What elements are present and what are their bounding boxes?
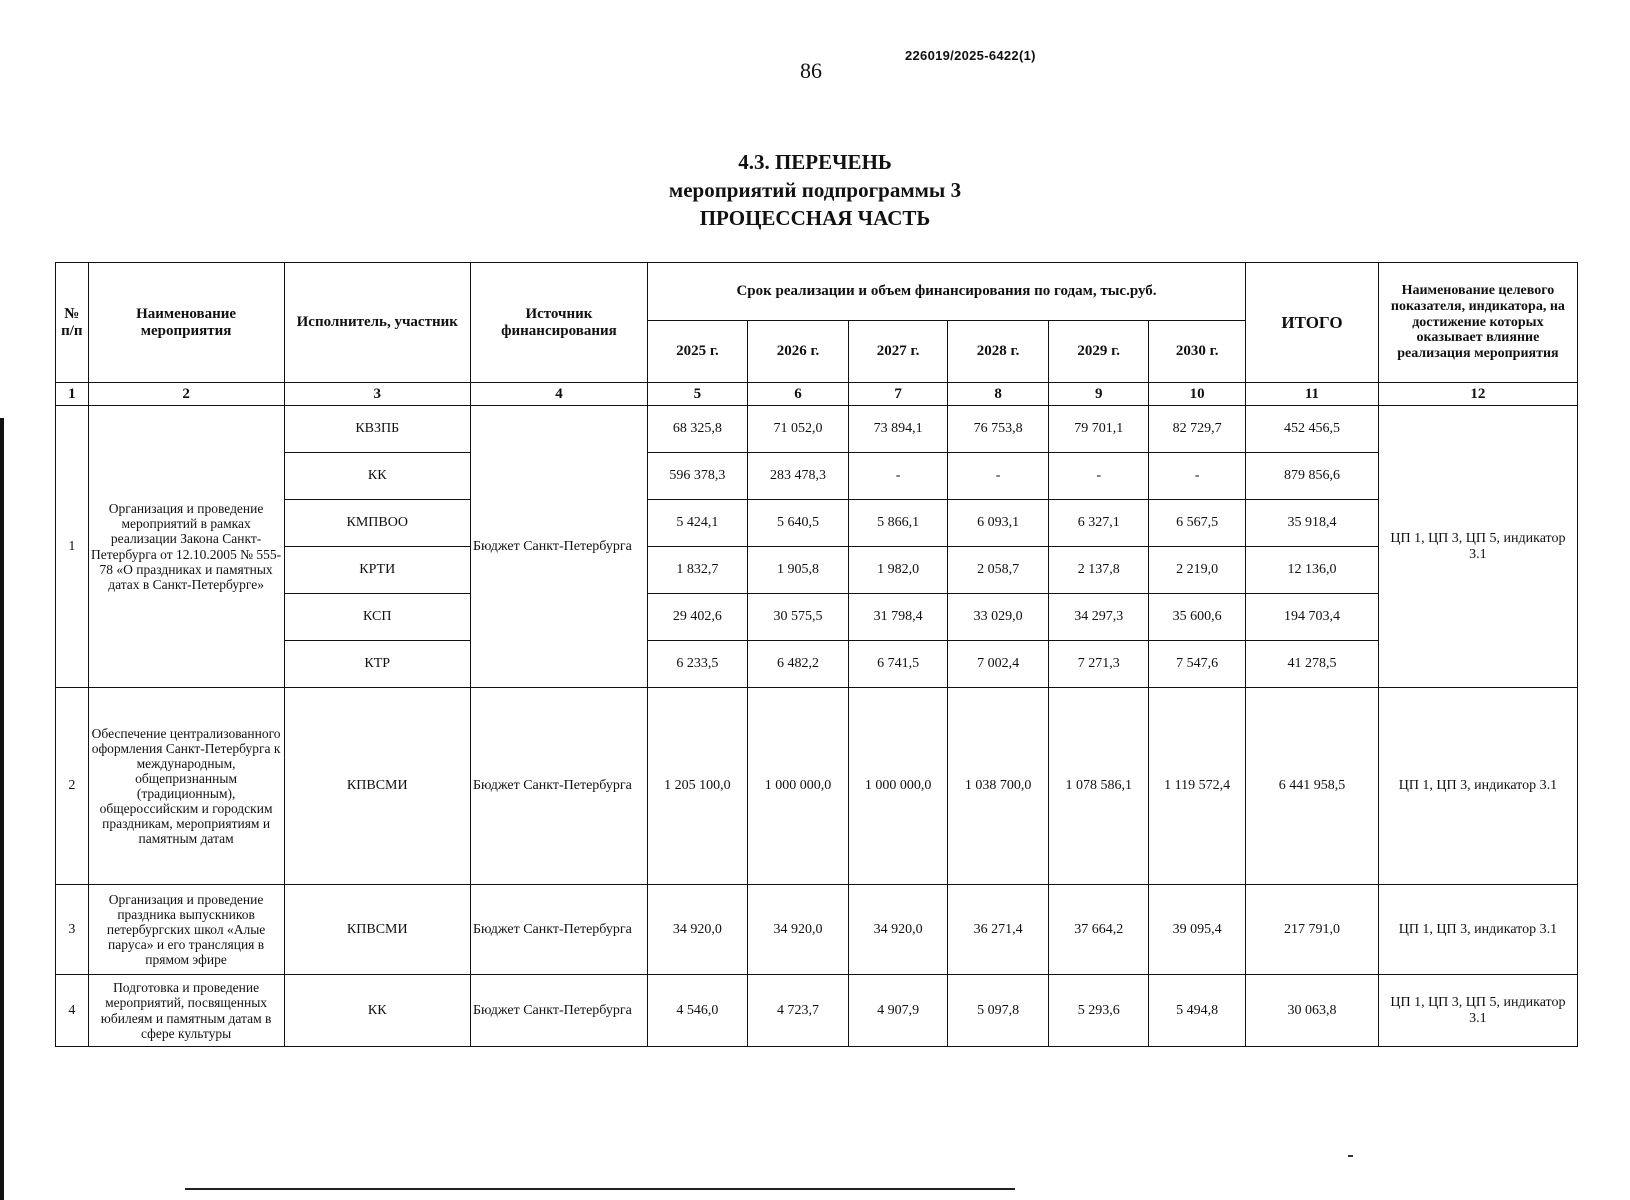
total-cell: 12 136,0: [1246, 547, 1379, 594]
measure-name: Организация и проведение мероприятий в рамках реализации Закона Санкт-Петербурга от 12.10.2005 № 555-78 «О праздниках и памятных датах в Санкт-Петербурге»: [88, 406, 284, 688]
document-title: [0, 148, 1630, 232]
value-cell: 30 575,5: [747, 594, 848, 641]
value-cell: 1 000 000,0: [747, 688, 848, 885]
executor: КК: [284, 453, 470, 500]
value-cell: 6 327,1: [1049, 500, 1149, 547]
funding-source: Бюджет Санкт-Петербурга: [470, 406, 647, 688]
value-cell: 4 546,0: [647, 975, 747, 1047]
funding-source: Бюджет Санкт-Петербурга: [470, 885, 647, 975]
value-cell: 2 137,8: [1049, 547, 1149, 594]
value-cell: 76 753,8: [948, 406, 1049, 453]
total-cell: 452 456,5: [1246, 406, 1379, 453]
funding-source: Бюджет Санкт-Петербурга: [470, 975, 647, 1047]
value-cell: 596 378,3: [647, 453, 747, 500]
value-cell: 73 894,1: [849, 406, 948, 453]
value-cell: 34 920,0: [849, 885, 948, 975]
total-cell: 35 918,4: [1246, 500, 1379, 547]
value-cell: 7 547,6: [1149, 641, 1246, 688]
value-cell: 5 640,5: [747, 500, 848, 547]
value-cell: 5 293,6: [1049, 975, 1149, 1047]
value-cell: 1 905,8: [747, 547, 848, 594]
executor: КК: [284, 975, 470, 1047]
column-number: 7: [849, 383, 948, 406]
column-number: 11: [1246, 383, 1379, 406]
value-cell: 4 907,9: [849, 975, 948, 1047]
executor: КПВСМИ: [284, 885, 470, 975]
value-cell: -: [948, 453, 1049, 500]
header-year-2030: 2030 г.: [1149, 321, 1246, 383]
header-year-2026: 2026 г.: [747, 321, 848, 383]
value-cell: 4 723,7: [747, 975, 848, 1047]
column-number: 3: [284, 383, 470, 406]
value-cell: 5 424,1: [647, 500, 747, 547]
column-number: 1: [56, 383, 89, 406]
value-cell: 33 029,0: [948, 594, 1049, 641]
value-cell: -: [1149, 453, 1246, 500]
header-num: № п/п: [56, 263, 89, 383]
executor: КТР: [284, 641, 470, 688]
table-row: [56, 500, 1578, 547]
executor: КСП: [284, 594, 470, 641]
executor: КВЗПБ: [284, 406, 470, 453]
header-period: Срок реализации и объем финансирования по годам, тыс.руб.: [647, 263, 1245, 321]
column-number: 2: [88, 383, 284, 406]
column-number: 9: [1049, 383, 1149, 406]
value-cell: 2 058,7: [948, 547, 1049, 594]
value-cell: 6 233,5: [647, 641, 747, 688]
value-cell: 1 832,7: [647, 547, 747, 594]
value-cell: 6 567,5: [1149, 500, 1246, 547]
total-cell: 6 441 958,5: [1246, 688, 1379, 885]
column-number: 12: [1378, 383, 1577, 406]
title-line-3: ПРОЦЕССНАЯ ЧАСТЬ: [699, 206, 931, 230]
header-year-2025: 2025 г.: [647, 321, 747, 383]
indicator-cell: ЦП 1, ЦП 3, ЦП 5, индикатор 3.1: [1378, 406, 1577, 688]
value-cell: 29 402,6: [647, 594, 747, 641]
value-cell: 82 729,7: [1149, 406, 1246, 453]
value-cell: 6 482,2: [747, 641, 848, 688]
value-cell: 34 920,0: [647, 885, 747, 975]
value-cell: 68 325,8: [647, 406, 747, 453]
value-cell: 5 097,8: [948, 975, 1049, 1047]
value-cell: 36 271,4: [948, 885, 1049, 975]
signature-line: [185, 1188, 1015, 1190]
column-number: 6: [747, 383, 848, 406]
executor: КПВСМИ: [284, 688, 470, 885]
total-cell: 194 703,4: [1246, 594, 1379, 641]
measure-name: Обеспечение централизованного оформления Санкт-Петербурга к международным, общепризнанным (традиционным), общероссийским и городским праздникам, мероприятиям и памятным датам: [88, 688, 284, 885]
value-cell: 5 494,8: [1149, 975, 1246, 1047]
funding-source: Бюджет Санкт-Петербурга: [470, 688, 647, 885]
value-cell: 1 078 586,1: [1049, 688, 1149, 885]
table-row: [56, 406, 1578, 453]
header-year-2027: 2027 г.: [849, 321, 948, 383]
column-number: 4: [470, 383, 647, 406]
table-row: [56, 688, 1578, 885]
header-executor: Исполнитель, участник: [284, 263, 470, 383]
table-row: [56, 453, 1578, 500]
value-cell: 79 701,1: [1049, 406, 1149, 453]
value-cell: 1 982,0: [849, 547, 948, 594]
value-cell: 37 664,2: [1049, 885, 1149, 975]
table-row: [56, 594, 1578, 641]
value-cell: 71 052,0: [747, 406, 848, 453]
value-cell: 6 093,1: [948, 500, 1049, 547]
header-total: ИТОГО: [1246, 263, 1379, 383]
value-cell: 39 095,4: [1149, 885, 1246, 975]
measures-table: [55, 262, 1578, 1047]
column-number: 8: [948, 383, 1049, 406]
header-source: Источник финансирования: [470, 263, 647, 383]
header-year-2028: 2028 г.: [948, 321, 1049, 383]
scan-mark: [1348, 1155, 1353, 1157]
value-cell: 7 002,4: [948, 641, 1049, 688]
header-name: Наименование мероприятия: [88, 263, 284, 383]
row-number: 1: [56, 406, 89, 688]
total-cell: 217 791,0: [1246, 885, 1379, 975]
row-number: 4: [56, 975, 89, 1047]
total-cell: 41 278,5: [1246, 641, 1379, 688]
value-cell: 31 798,4: [849, 594, 948, 641]
page-number: 86: [800, 58, 822, 83]
indicator-cell: ЦП 1, ЦП 3, индикатор 3.1: [1378, 688, 1577, 885]
measure-name: Подготовка и проведение мероприятий, посвященных юбилеям и памятным датам в сфере культуры: [88, 975, 284, 1047]
title-line-1: 4.3. ПЕРЕЧЕНЬ: [738, 150, 892, 174]
column-number: 10: [1149, 383, 1246, 406]
measure-name: Организация и проведение праздника выпускников петербургских школ «Алые паруса» и его трансляция в прямом эфире: [88, 885, 284, 975]
title-line-2: мероприятий подпрограммы 3: [668, 178, 962, 202]
value-cell: 1 038 700,0: [948, 688, 1049, 885]
value-cell: 6 741,5: [849, 641, 948, 688]
executor: КРТИ: [284, 547, 470, 594]
value-cell: 34 920,0: [747, 885, 848, 975]
value-cell: 283 478,3: [747, 453, 848, 500]
value-cell: 2 219,0: [1149, 547, 1246, 594]
row-number: 3: [56, 885, 89, 975]
header-year-2029: 2029 г.: [1049, 321, 1149, 383]
executor: КМПВОО: [284, 500, 470, 547]
value-cell: -: [849, 453, 948, 500]
table-row: [56, 641, 1578, 688]
value-cell: 1 000 000,0: [849, 688, 948, 885]
value-cell: -: [1049, 453, 1149, 500]
value-cell: 5 866,1: [849, 500, 948, 547]
total-cell: 879 856,6: [1246, 453, 1379, 500]
table-row: [56, 885, 1578, 975]
scan-edge-bar: [0, 418, 4, 1200]
header-indicator: Наименование целевого показателя, индикатора, на достижение которых оказывает влияние реализация мероприятия: [1378, 263, 1577, 383]
table-row: [56, 975, 1578, 1047]
value-cell: 7 271,3: [1049, 641, 1149, 688]
value-cell: 1 205 100,0: [647, 688, 747, 885]
indicator-cell: ЦП 1, ЦП 3, ЦП 5, индикатор 3.1: [1378, 975, 1577, 1047]
row-number: 2: [56, 688, 89, 885]
document-code: 226019/2025-6422(1): [905, 48, 1036, 63]
column-number: 5: [647, 383, 747, 406]
value-cell: 35 600,6: [1149, 594, 1246, 641]
value-cell: 34 297,3: [1049, 594, 1149, 641]
total-cell: 30 063,8: [1246, 975, 1379, 1047]
value-cell: 1 119 572,4: [1149, 688, 1246, 885]
indicator-cell: ЦП 1, ЦП 3, индикатор 3.1: [1378, 885, 1577, 975]
table-row: [56, 547, 1578, 594]
